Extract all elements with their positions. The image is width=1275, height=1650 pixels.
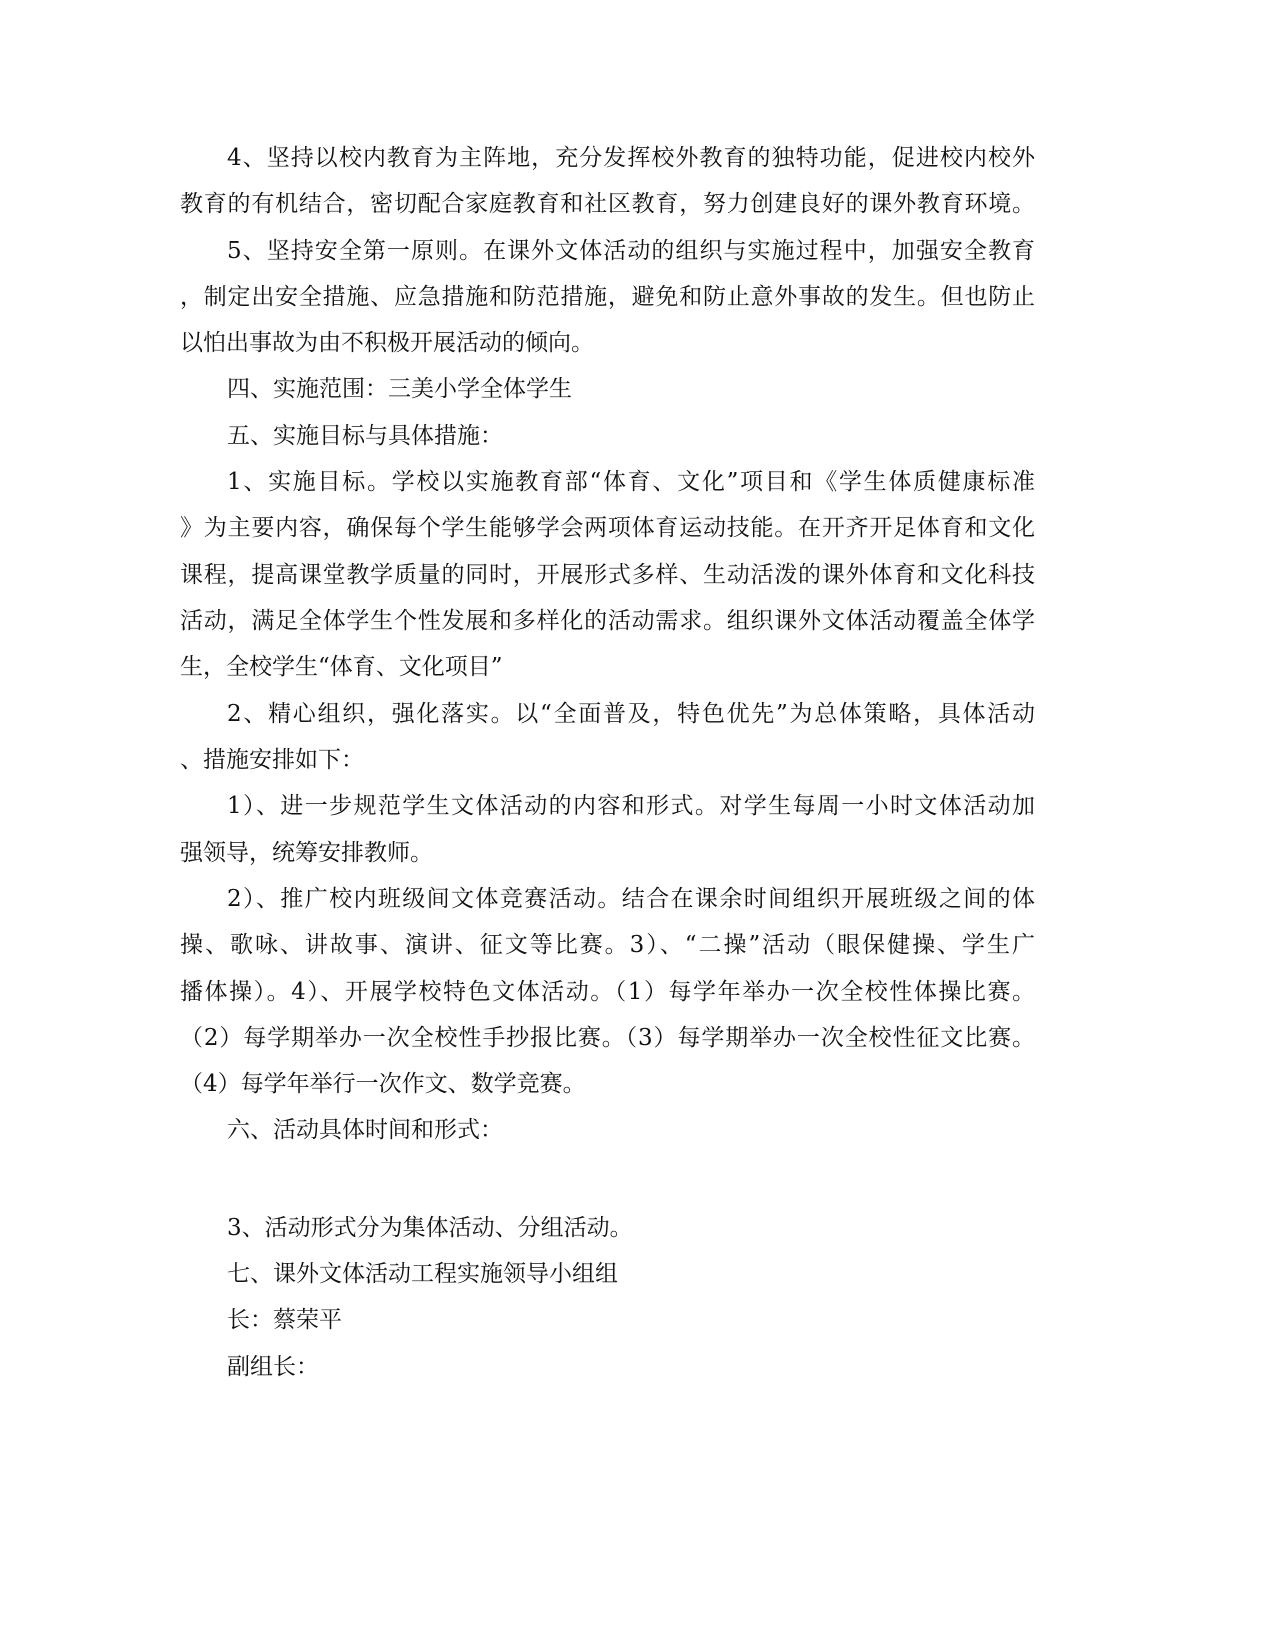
paragraph-line: 强领导，统筹安排教师。 — [180, 840, 433, 866]
section-heading: 四、实施范围：三美小学全体学生 — [227, 376, 572, 402]
paragraph-line: 以怕出事故为由不积极开展活动的倾向。 — [180, 330, 594, 356]
section-heading: 六、活动具体时间和形式： — [227, 1117, 503, 1143]
paragraph-line: 》为主要内容，确保每个学生能够学会两项体育运动技能。在开齐开足体育和文化 — [180, 515, 1035, 541]
paragraph-line: 5、坚持安全第一原则。在课外文体活动的组织与实施过程中，加强安全教育 — [227, 238, 1035, 264]
paragraph-line: 2）、推广校内班级间文体竞赛活动。结合在课余时间组织开展班级之间的体 — [227, 886, 1035, 912]
paragraph-line: 长：蔡荣平 — [227, 1307, 342, 1333]
paragraph-line: （2）每学期举办一次全校性手抄报比赛。（3）每学期举办一次全校性征文比赛。 — [180, 1025, 1035, 1051]
paragraph-line: ，制定出安全措施、应急措施和防范措施，避免和防止意外事故的发生。但也防止 — [180, 284, 1035, 310]
paragraph-line: 操、歌咏、讲故事、演讲、征文等比赛。3）、“二操”活动（眼保健操、学生广 — [180, 932, 1035, 958]
paragraph-line: 课程，提高课堂教学质量的同时，开展形式多样、生动活泼的课外体育和文化科技 — [180, 562, 1035, 588]
paragraph-line: （4）每学年举行一次作文、数学竞赛。 — [180, 1071, 586, 1097]
paragraph-line: 播体操）。4）、开展学校特色文体活动。（1）每学年举办一次全校性体操比赛。 — [180, 979, 1035, 1005]
paragraph-line: 4、坚持以校内教育为主阵地，充分发挥校外教育的独特功能，促进校内校外 — [227, 145, 1035, 171]
paragraph-line: 1）、进一步规范学生文体活动的内容和形式。对学生每周一小时文体活动加 — [227, 793, 1035, 819]
paragraph-line: 生，全校学生“体育、文化项目” — [180, 654, 503, 680]
paragraph-line: 2、精心组织，强化落实。以“全面普及，特色优先”为总体策略，具体活动 — [227, 701, 1035, 727]
paragraph-line: 教育的有机结合，密切配合家庭教育和社区教育，努力创建良好的课外教育环境。 — [180, 191, 1035, 217]
paragraph-line: 、措施安排如下： — [180, 747, 364, 773]
paragraph-line: 1、实施目标。学校以实施教育部“体育、文化”项目和《学生体质健康标准 — [227, 469, 1035, 495]
paragraph-line: 3、活动形式分为集体活动、分组活动。 — [227, 1215, 633, 1241]
paragraph-line: 活动，满足全体学生个性发展和多样化的活动需求。组织课外文体活动覆盖全体学 — [180, 608, 1035, 634]
section-heading: 五、实施目标与具体措施： — [227, 423, 503, 449]
section-heading: 七、课外文体活动工程实施领导小组组 — [227, 1261, 618, 1287]
paragraph-line: 副组长： — [227, 1354, 319, 1380]
